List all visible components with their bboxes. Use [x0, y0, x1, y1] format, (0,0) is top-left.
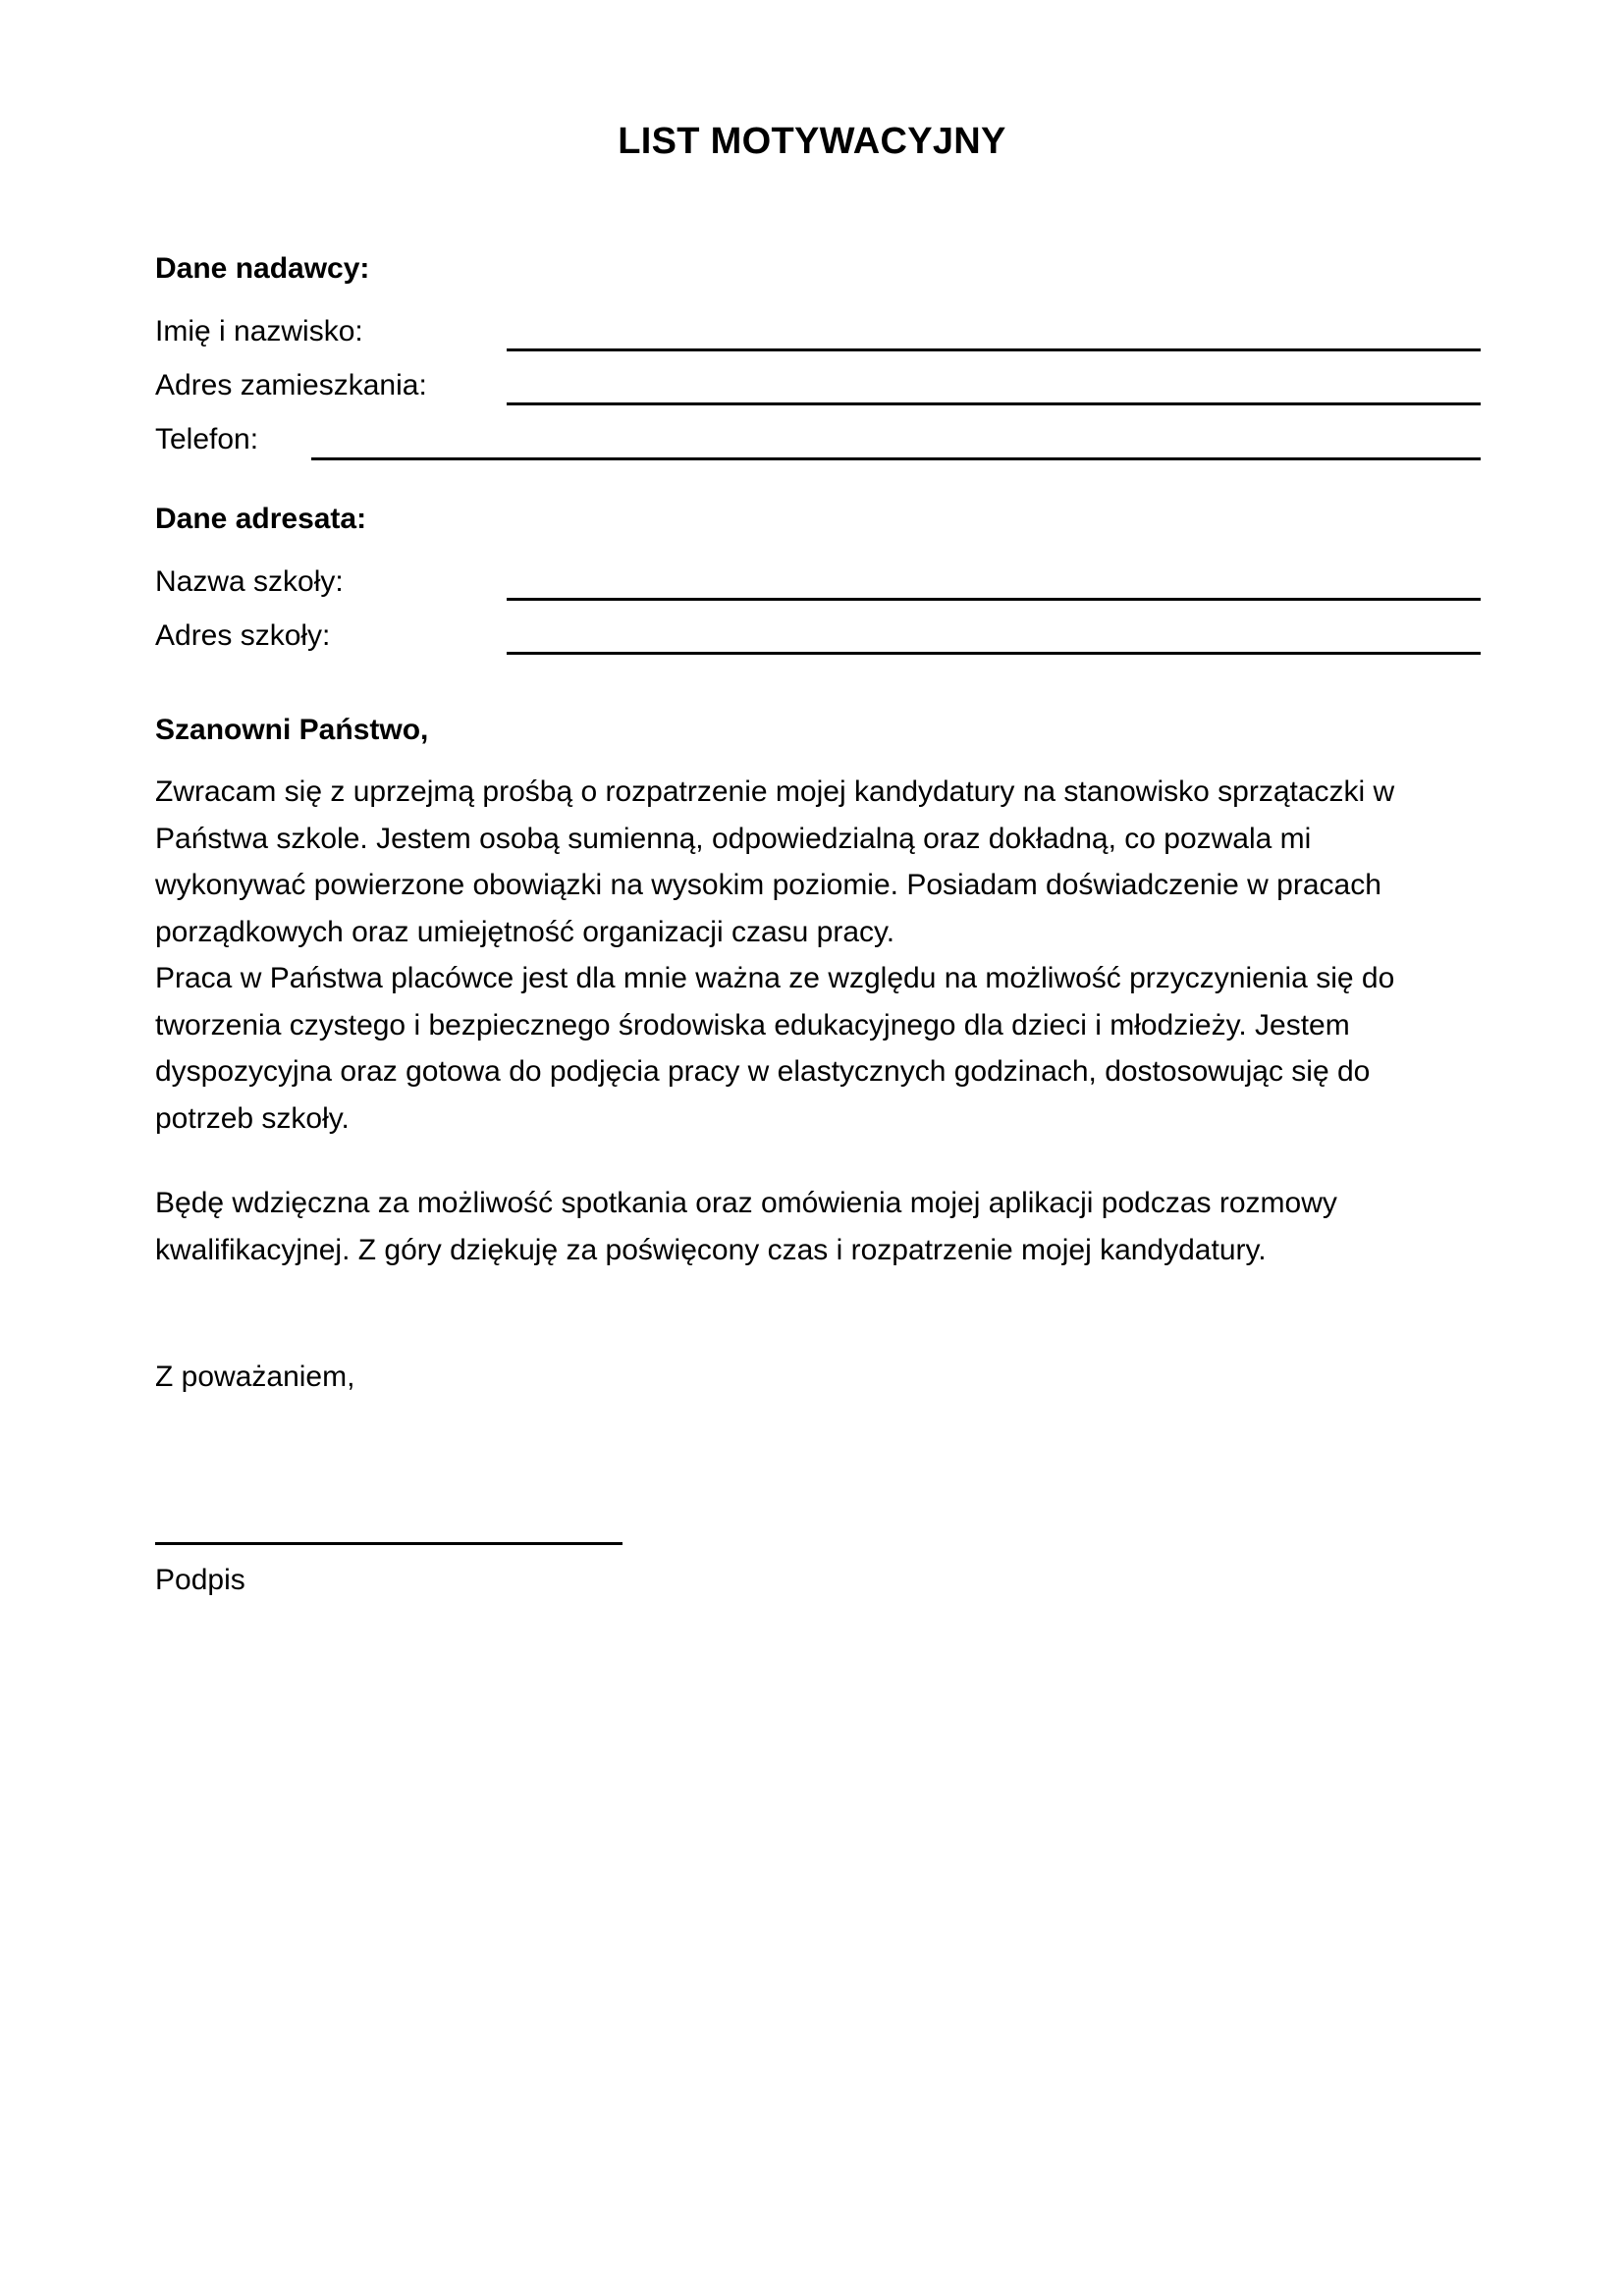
body-line: Będę wdzięczna za możliwość spotkania oraz omówienia mojej aplikacji podczas rozmowy: [155, 1187, 1337, 1219]
body-line: porządkowych oraz umiejętność organizacji czasu pracy.: [155, 915, 895, 948]
body-paragraph-1: [155, 769, 1481, 1142]
document-title: LIST MOTYWACYJNY: [618, 121, 1006, 162]
sender-name-label: Imię i nazwisko:: [155, 315, 363, 347]
body-line: dyspozycyjna oraz gotowa do podjęcia pracy w elastycznych godzinach, dostosowując się do: [155, 1055, 1371, 1088]
salutation: Szanowni Państwo,: [155, 714, 429, 746]
closing: Z poważaniem,: [155, 1361, 355, 1393]
school-name-field[interactable]: [507, 598, 1481, 601]
body-line: kwalifikacyjnej. Z góry dziękuję za poświęcony czas i rozpatrzenie mojej kandydatury.: [155, 1233, 1267, 1266]
signature-label: Podpis: [155, 1564, 245, 1596]
body-line: potrzeb szkoły.: [155, 1101, 350, 1135]
recipient-heading: Dane adresata:: [155, 503, 367, 535]
body-line: tworzenia czystego i bezpiecznego środowiska edukacyjnego dla dzieci i młodzieży. Jestem: [155, 1008, 1350, 1041]
body-line: Praca w Państwa placówce jest dla mnie ważna ze względu na możliwość przyczynienia się do: [155, 962, 1395, 994]
body-paragraph-2: [155, 1180, 1481, 1273]
signature-field[interactable]: [155, 1542, 623, 1545]
school-address-label: Adres szkoły:: [155, 619, 331, 652]
sender-phone-label: Telefon:: [155, 423, 259, 455]
body-line: Państwa szkole. Jestem osobą sumienną, odpowiedzialną oraz dokładną, co pozwala mi: [155, 822, 1312, 855]
sender-name-field[interactable]: [507, 348, 1481, 351]
school-address-field[interactable]: [507, 652, 1481, 655]
sender-phone-field[interactable]: [311, 457, 1481, 460]
sender-heading: Dane nadawcy:: [155, 252, 370, 285]
school-name-label: Nazwa szkoły:: [155, 565, 344, 598]
body-line: wykonywać powierzone obowiązki na wysokim poziomie. Posiadam doświadczenie w pracach: [155, 869, 1381, 901]
sender-address-field[interactable]: [507, 402, 1481, 405]
sender-address-label: Adres zamieszkania:: [155, 369, 427, 401]
body-line: Zwracam się z uprzejmą prośbą o rozpatrzenie mojej kandydatury na stanowisko sprzątaczki w: [155, 775, 1395, 808]
